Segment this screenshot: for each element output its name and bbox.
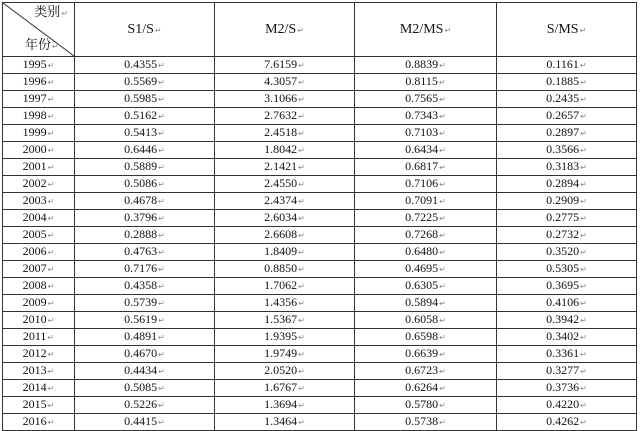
- value-cell: 2.1421↵: [215, 159, 355, 176]
- paragraph-mark-icon: ↵: [47, 367, 55, 376]
- year-cell: 2006↵: [3, 244, 75, 261]
- paragraph-mark-icon: ↵: [47, 401, 55, 410]
- paragraph-mark-icon: ↵: [61, 9, 68, 18]
- paragraph-mark-icon: ↵: [439, 129, 446, 138]
- paragraph-mark-icon: ↵: [439, 214, 446, 223]
- table-row: [3, 74, 637, 91]
- paragraph-mark-icon: ↵: [580, 146, 587, 155]
- paragraph-mark-icon: ↵: [580, 129, 587, 138]
- paragraph-mark-icon: ↵: [444, 25, 452, 35]
- year-cell: 2013↵: [3, 363, 75, 380]
- value-cell: 0.8839↵: [355, 57, 497, 74]
- data-table: [2, 2, 637, 431]
- paragraph-mark-icon: ↵: [158, 197, 165, 206]
- value-cell: 0.8115↵: [355, 74, 497, 91]
- table-row: [3, 278, 637, 295]
- value-cell: 0.2657↵: [497, 108, 637, 125]
- value-cell: 0.4358↵: [75, 278, 215, 295]
- value-cell: 0.7091↵: [355, 193, 497, 210]
- value-cell: 0.6058↵: [355, 312, 497, 329]
- paragraph-mark-icon: ↵: [439, 299, 446, 308]
- paragraph-mark-icon: ↵: [158, 418, 165, 427]
- paragraph-mark-icon: ↵: [47, 248, 55, 257]
- value-cell: 0.5985↵: [75, 91, 215, 108]
- paragraph-mark-icon: ↵: [47, 180, 55, 189]
- value-cell: 0.1885↵: [497, 74, 637, 91]
- paragraph-mark-icon: ↵: [298, 418, 305, 427]
- paragraph-mark-icon: ↵: [580, 299, 587, 308]
- value-cell: 0.6723↵: [355, 363, 497, 380]
- value-cell: 0.4355↵: [75, 57, 215, 74]
- header-row: [3, 3, 637, 57]
- paragraph-mark-icon: ↵: [158, 265, 165, 274]
- value-cell: 0.4763↵: [75, 244, 215, 261]
- column-header: S1/S↵: [75, 3, 215, 57]
- paragraph-mark-icon: ↵: [47, 316, 55, 325]
- table-row: [3, 108, 637, 125]
- paragraph-mark-icon: ↵: [47, 384, 55, 393]
- value-cell: 2.6608↵: [215, 227, 355, 244]
- value-cell: 2.4550↵: [215, 176, 355, 193]
- paragraph-mark-icon: ↵: [439, 401, 446, 410]
- paragraph-mark-icon: ↵: [439, 384, 446, 393]
- paragraph-mark-icon: ↵: [298, 265, 305, 274]
- value-cell: 0.2435↵: [497, 91, 637, 108]
- paragraph-mark-icon: ↵: [298, 384, 305, 393]
- paragraph-mark-icon: ↵: [47, 197, 55, 206]
- value-cell: 0.6817↵: [355, 159, 497, 176]
- paragraph-mark-icon: ↵: [298, 299, 305, 308]
- value-cell: 2.4374↵: [215, 193, 355, 210]
- year-cell: 2014↵: [3, 380, 75, 397]
- paragraph-mark-icon: ↵: [439, 95, 446, 104]
- value-cell: 1.7062↵: [215, 278, 355, 295]
- paragraph-mark-icon: ↵: [580, 231, 587, 240]
- paragraph-mark-icon: ↵: [158, 163, 165, 172]
- paragraph-mark-icon: ↵: [298, 333, 305, 342]
- value-cell: 0.7565↵: [355, 91, 497, 108]
- value-cell: 0.4106↵: [497, 295, 637, 312]
- table-row: [3, 125, 637, 142]
- table-row: [3, 295, 637, 312]
- value-cell: 0.5569↵: [75, 74, 215, 91]
- paragraph-mark-icon: ↵: [298, 129, 305, 138]
- year-cell: 1995↵: [3, 57, 75, 74]
- value-cell: 0.5739↵: [75, 295, 215, 312]
- value-cell: 1.6767↵: [215, 380, 355, 397]
- paragraph-mark-icon: ↵: [47, 282, 55, 291]
- value-cell: 0.2732↵: [497, 227, 637, 244]
- value-cell: 1.9395↵: [215, 329, 355, 346]
- table-row: [3, 346, 637, 363]
- table-row: [3, 176, 637, 193]
- year-cell: 2008↵: [3, 278, 75, 295]
- value-cell: 0.5889↵: [75, 159, 215, 176]
- value-cell: 0.4415↵: [75, 414, 215, 431]
- paragraph-mark-icon: ↵: [158, 180, 165, 189]
- table-row: [3, 414, 637, 431]
- paragraph-mark-icon: ↵: [580, 163, 587, 172]
- paragraph-mark-icon: ↵: [298, 197, 305, 206]
- paragraph-mark-icon: ↵: [298, 61, 305, 70]
- table-header: [3, 3, 637, 57]
- paragraph-mark-icon: ↵: [158, 129, 165, 138]
- paragraph-mark-icon: ↵: [47, 146, 55, 155]
- paragraph-mark-icon: ↵: [154, 25, 162, 35]
- year-cell: 2002↵: [3, 176, 75, 193]
- paragraph-mark-icon: ↵: [47, 418, 55, 427]
- corner-top-label: 类别↵: [34, 5, 68, 20]
- paragraph-mark-icon: ↵: [439, 316, 446, 325]
- year-cell: 2000↵: [3, 142, 75, 159]
- value-cell: 0.8850↵: [215, 261, 355, 278]
- paragraph-mark-icon: ↵: [580, 316, 587, 325]
- year-cell: 2015↵: [3, 397, 75, 414]
- paragraph-mark-icon: ↵: [158, 146, 165, 155]
- table-row: [3, 193, 637, 210]
- value-cell: 0.1161↵: [497, 57, 637, 74]
- paragraph-mark-icon: ↵: [158, 61, 165, 70]
- value-cell: 0.3796↵: [75, 210, 215, 227]
- paragraph-mark-icon: ↵: [298, 350, 305, 359]
- paragraph-mark-icon: ↵: [580, 418, 587, 427]
- paragraph-mark-icon: ↵: [298, 163, 305, 172]
- value-cell: 0.2888↵: [75, 227, 215, 244]
- paragraph-mark-icon: ↵: [298, 248, 305, 257]
- paragraph-mark-icon: ↵: [439, 367, 446, 376]
- paragraph-mark-icon: ↵: [580, 197, 587, 206]
- paragraph-mark-icon: ↵: [580, 350, 587, 359]
- year-cell: 2011↵: [3, 329, 75, 346]
- paragraph-mark-icon: ↵: [580, 112, 587, 121]
- paragraph-mark-icon: ↵: [439, 282, 446, 291]
- value-cell: 2.6034↵: [215, 210, 355, 227]
- paragraph-mark-icon: ↵: [158, 231, 165, 240]
- paragraph-mark-icon: ↵: [439, 112, 446, 121]
- value-cell: 2.0520↵: [215, 363, 355, 380]
- value-cell: 0.2894↵: [497, 176, 637, 193]
- paragraph-mark-icon: ↵: [47, 214, 55, 223]
- table-row: [3, 329, 637, 346]
- paragraph-mark-icon: ↵: [298, 282, 305, 291]
- table-row: [3, 261, 637, 278]
- value-cell: 0.6598↵: [355, 329, 497, 346]
- value-cell: 0.3277↵: [497, 363, 637, 380]
- year-cell: 1996↵: [3, 74, 75, 91]
- paragraph-mark-icon: ↵: [47, 78, 55, 87]
- paragraph-mark-icon: ↵: [158, 214, 165, 223]
- value-cell: 0.4695↵: [355, 261, 497, 278]
- paragraph-mark-icon: ↵: [439, 418, 446, 427]
- table-row: [3, 159, 637, 176]
- value-cell: 0.5619↵: [75, 312, 215, 329]
- value-cell: 0.7343↵: [355, 108, 497, 125]
- paragraph-mark-icon: ↵: [158, 367, 165, 376]
- table-row: [3, 397, 637, 414]
- value-cell: 2.7632↵: [215, 108, 355, 125]
- paragraph-mark-icon: ↵: [298, 401, 305, 410]
- paragraph-mark-icon: ↵: [158, 384, 165, 393]
- value-cell: 1.8042↵: [215, 142, 355, 159]
- paragraph-mark-icon: ↵: [580, 333, 587, 342]
- paragraph-mark-icon: ↵: [298, 231, 305, 240]
- value-cell: 0.6639↵: [355, 346, 497, 363]
- value-cell: 2.4518↵: [215, 125, 355, 142]
- value-cell: 0.5226↵: [75, 397, 215, 414]
- paragraph-mark-icon: ↵: [47, 129, 55, 138]
- value-cell: 0.6305↵: [355, 278, 497, 295]
- paragraph-mark-icon: ↵: [158, 299, 165, 308]
- table-row: [3, 57, 637, 74]
- year-cell: 2001↵: [3, 159, 75, 176]
- paragraph-mark-icon: ↵: [439, 231, 446, 240]
- value-cell: 1.3464↵: [215, 414, 355, 431]
- paragraph-mark-icon: ↵: [47, 61, 55, 70]
- paragraph-mark-icon: ↵: [158, 78, 165, 87]
- value-cell: 0.4434↵: [75, 363, 215, 380]
- paragraph-mark-icon: ↵: [580, 180, 587, 189]
- value-cell: 0.2897↵: [497, 125, 637, 142]
- paragraph-mark-icon: ↵: [580, 282, 587, 291]
- value-cell: 0.3402↵: [497, 329, 637, 346]
- paragraph-mark-icon: ↵: [47, 333, 55, 342]
- paragraph-mark-icon: ↵: [298, 180, 305, 189]
- value-cell: 7.6159↵: [215, 57, 355, 74]
- value-cell: 0.4262↵: [497, 414, 637, 431]
- value-cell: 0.5738↵: [355, 414, 497, 431]
- value-cell: 0.4678↵: [75, 193, 215, 210]
- table-row: [3, 210, 637, 227]
- value-cell: 1.3694↵: [215, 397, 355, 414]
- paragraph-mark-icon: ↵: [298, 95, 305, 104]
- table-row: [3, 91, 637, 108]
- value-cell: 0.5894↵: [355, 295, 497, 312]
- paragraph-mark-icon: ↵: [298, 367, 305, 376]
- value-cell: 0.5780↵: [355, 397, 497, 414]
- table-row: [3, 380, 637, 397]
- paragraph-mark-icon: ↵: [298, 316, 305, 325]
- paragraph-mark-icon: ↵: [439, 350, 446, 359]
- year-cell: 2007↵: [3, 261, 75, 278]
- paragraph-mark-icon: ↵: [580, 401, 587, 410]
- value-cell: 0.3520↵: [497, 244, 637, 261]
- paragraph-mark-icon: ↵: [579, 25, 587, 35]
- year-cell: 1999↵: [3, 125, 75, 142]
- table-row: [3, 244, 637, 261]
- paragraph-mark-icon: ↵: [47, 299, 55, 308]
- value-cell: 0.5086↵: [75, 176, 215, 193]
- paragraph-mark-icon: ↵: [580, 78, 587, 87]
- paragraph-mark-icon: ↵: [580, 214, 587, 223]
- paragraph-mark-icon: ↵: [158, 350, 165, 359]
- paragraph-mark-icon: ↵: [47, 265, 55, 274]
- paragraph-mark-icon: ↵: [47, 95, 55, 104]
- paragraph-mark-icon: ↵: [298, 146, 305, 155]
- paragraph-mark-icon: ↵: [580, 367, 587, 376]
- value-cell: 4.3057↵: [215, 74, 355, 91]
- value-cell: 0.4891↵: [75, 329, 215, 346]
- value-cell: 0.3566↵: [497, 142, 637, 159]
- value-cell: 0.7225↵: [355, 210, 497, 227]
- value-cell: 0.3695↵: [497, 278, 637, 295]
- paragraph-mark-icon: ↵: [47, 112, 55, 121]
- value-cell: 0.7268↵: [355, 227, 497, 244]
- paragraph-mark-icon: ↵: [297, 25, 304, 35]
- paragraph-mark-icon: ↵: [439, 197, 446, 206]
- value-cell: 1.8409↵: [215, 244, 355, 261]
- corner-bottom-label: 年份↵: [25, 38, 59, 53]
- value-cell: 0.3942↵: [497, 312, 637, 329]
- year-cell: 2003↵: [3, 193, 75, 210]
- paragraph-mark-icon: ↵: [52, 42, 59, 51]
- value-cell: 0.7106↵: [355, 176, 497, 193]
- value-cell: 0.6480↵: [355, 244, 497, 261]
- paragraph-mark-icon: ↵: [439, 180, 446, 189]
- value-cell: 0.3736↵: [497, 380, 637, 397]
- value-cell: 0.6264↵: [355, 380, 497, 397]
- value-cell: 0.4220↵: [497, 397, 637, 414]
- value-cell: 0.2775↵: [497, 210, 637, 227]
- column-header: S/MS↵: [497, 3, 637, 57]
- table-row: [3, 227, 637, 244]
- paragraph-mark-icon: ↵: [47, 163, 55, 172]
- value-cell: 0.5085↵: [75, 380, 215, 397]
- paragraph-mark-icon: ↵: [298, 112, 305, 121]
- value-cell: 0.3361↵: [497, 346, 637, 363]
- corner-cell: [3, 3, 75, 57]
- paragraph-mark-icon: ↵: [158, 333, 165, 342]
- column-header: M2/MS↵: [355, 3, 497, 57]
- value-cell: 1.9749↵: [215, 346, 355, 363]
- paragraph-mark-icon: ↵: [158, 316, 165, 325]
- value-cell: 0.7176↵: [75, 261, 215, 278]
- year-cell: 2009↵: [3, 295, 75, 312]
- paragraph-mark-icon: ↵: [158, 401, 165, 410]
- value-cell: 0.5162↵: [75, 108, 215, 125]
- table-body: [3, 57, 637, 431]
- value-cell: 0.5413↵: [75, 125, 215, 142]
- value-cell: 0.4670↵: [75, 346, 215, 363]
- column-header: M2/S↵: [215, 3, 355, 57]
- paragraph-mark-icon: ↵: [158, 95, 165, 104]
- year-cell: 2010↵: [3, 312, 75, 329]
- paragraph-mark-icon: ↵: [158, 112, 165, 121]
- paragraph-mark-icon: ↵: [439, 163, 446, 172]
- paragraph-mark-icon: ↵: [298, 78, 305, 87]
- table-row: [3, 142, 637, 159]
- year-cell: 2012↵: [3, 346, 75, 363]
- paragraph-mark-icon: ↵: [47, 350, 55, 359]
- value-cell: 1.5367↵: [215, 312, 355, 329]
- table-row: [3, 363, 637, 380]
- year-cell: 2005↵: [3, 227, 75, 244]
- year-cell: 1998↵: [3, 108, 75, 125]
- year-cell: 2016↵: [3, 414, 75, 431]
- value-cell: 3.1066↵: [215, 91, 355, 108]
- paragraph-mark-icon: ↵: [47, 231, 55, 240]
- paragraph-mark-icon: ↵: [298, 214, 305, 223]
- paragraph-mark-icon: ↵: [579, 61, 587, 70]
- paragraph-mark-icon: ↵: [580, 265, 587, 274]
- value-cell: 0.6434↵: [355, 142, 497, 159]
- year-cell: 2004↵: [3, 210, 75, 227]
- paragraph-mark-icon: ↵: [439, 265, 446, 274]
- year-cell: 1997↵: [3, 91, 75, 108]
- value-cell: 0.3183↵: [497, 159, 637, 176]
- value-cell: 1.4356↵: [215, 295, 355, 312]
- paragraph-mark-icon: ↵: [439, 248, 446, 257]
- paragraph-mark-icon: ↵: [439, 146, 446, 155]
- value-cell: 0.6446↵: [75, 142, 215, 159]
- paragraph-mark-icon: ↵: [439, 61, 446, 70]
- table-row: [3, 312, 637, 329]
- paragraph-mark-icon: ↵: [580, 95, 587, 104]
- paragraph-mark-icon: ↵: [158, 248, 165, 257]
- paragraph-mark-icon: ↵: [158, 282, 165, 291]
- paragraph-mark-icon: ↵: [438, 78, 446, 87]
- value-cell: 0.5305↵: [497, 261, 637, 278]
- paragraph-mark-icon: ↵: [580, 384, 587, 393]
- paragraph-mark-icon: ↵: [439, 333, 446, 342]
- value-cell: 0.7103↵: [355, 125, 497, 142]
- value-cell: 0.2909↵: [497, 193, 637, 210]
- paragraph-mark-icon: ↵: [580, 248, 587, 257]
